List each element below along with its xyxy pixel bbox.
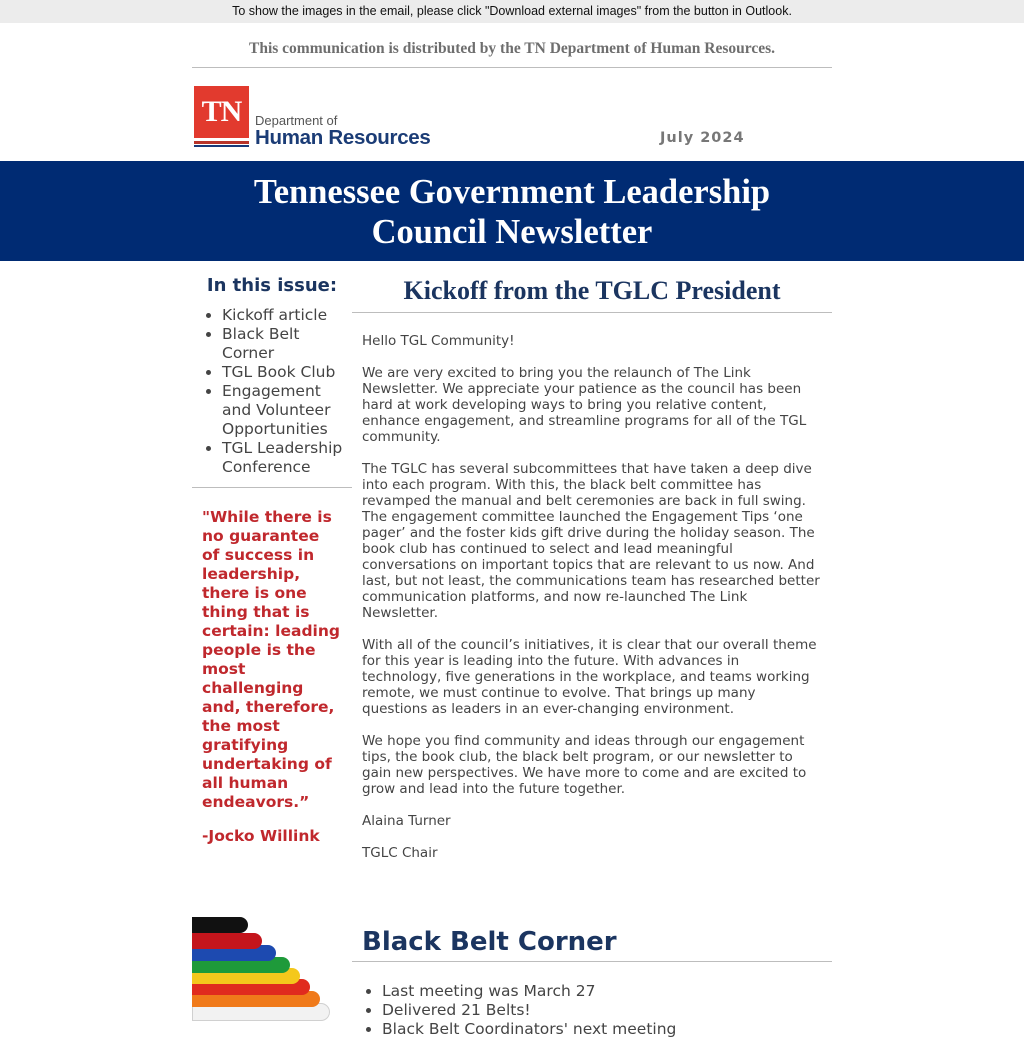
black-belt-item: • Black Belt Coordinators' next meeting — [382, 1020, 832, 1039]
black-belt-section — [192, 915, 832, 1039]
issue-item: • TGL Leadership Conference — [222, 439, 352, 477]
signature-title: TGLC Chair — [362, 845, 438, 861]
black-belt-item: • Last meeting was March 27 — [382, 982, 832, 1001]
black-belt-title: Black Belt Corner — [352, 915, 832, 962]
quote-author: -Jocko Willink — [202, 827, 320, 845]
belt-red-dark — [192, 933, 262, 949]
sidebar — [192, 261, 352, 877]
logo-dept-of: Department of — [255, 113, 338, 128]
issue-item: • Black Belt Corner — [222, 325, 352, 363]
newsletter-banner — [0, 161, 1024, 261]
issue-date: July 2024 — [660, 130, 745, 146]
logo-blue-rule — [194, 145, 249, 147]
banner-title-line2: Council Newsletter — [371, 213, 653, 251]
newsletter-header — [192, 68, 832, 161]
banner-title-line1: Tennessee Government Leadership — [253, 173, 771, 211]
article-paragraph: We are very excited to bring you the relaunch of The Link Newsletter. We appreciate your patience as the council has been hard at work developing ways to bring you relative content, enhance engagement, and streamline programs for all of the TGL community. — [362, 365, 807, 445]
issue-list — [192, 306, 352, 477]
article-title: Kickoff from the TGLC President — [352, 261, 832, 313]
in-this-issue-title: In this issue: — [206, 275, 338, 296]
logo-red-rule — [194, 141, 249, 144]
tn-logo-mark: TN — [194, 86, 249, 138]
issue-item: • Kickoff article — [222, 306, 352, 325]
article-paragraph: We hope you find community and ideas through our engagement tips, the book club, the black belt program, or our newsletter to gain new perspectives. We have more to come and are excited to grow and lead into the future together. — [362, 733, 807, 797]
kickoff-article — [352, 261, 832, 877]
logo-dept-name: Human Resources — [255, 126, 431, 149]
article-greeting: Hello TGL Community! — [362, 333, 515, 349]
article-paragraph: With all of the council’s initiatives, it is clear that our overall theme for this year is leading into the future. With advances in technology, five generations in the workplace, and teams working remote, we must continue to evolve. That brings up many questions as leaders in an ever-changing environment. — [362, 637, 817, 717]
leadership-quote: "While there is no guarantee of success in leadership, there is one thing that is certain: leading people is the most challenging and, therefore, the most gratifying undertaking of all human endeavors.” — [202, 508, 340, 811]
belts-image — [192, 915, 352, 1025]
article-body — [352, 313, 832, 861]
black-belt-list — [352, 982, 832, 1039]
issue-item: • TGL Book Club — [222, 363, 352, 382]
black-belt-item: • Delivered 21 Belts! — [382, 1001, 832, 1020]
header-section — [192, 23, 832, 161]
article-paragraph: The TGLC has several subcommittees that have taken a deep dive into each program. With this, the black belt committee has revamped the manual and belt ceremonies are back in full swing. The engagement committee launched the Engagement Tips ‘one pager’ and the foster kids gift drive during the holiday season. The book club has continued to select and lead meaningful conversations on important topics that are relevant to us now. And last, but not least, the communications team has researched better communication platforms, and now re-launched The Link Newsletter. — [362, 461, 820, 621]
signature-name: Alaina Turner — [362, 813, 451, 829]
issue-item: • Engagement and Volunteer Opportunities — [222, 382, 352, 439]
distribution-notice: This communication is distributed by the TN Department of Human Resources. — [192, 23, 832, 68]
external-images-notice: To show the images in the email, please click "Download external images" from the button in Outlook. — [0, 0, 1024, 23]
belt-black — [192, 917, 248, 933]
tn-dhr-logo — [194, 86, 434, 148]
